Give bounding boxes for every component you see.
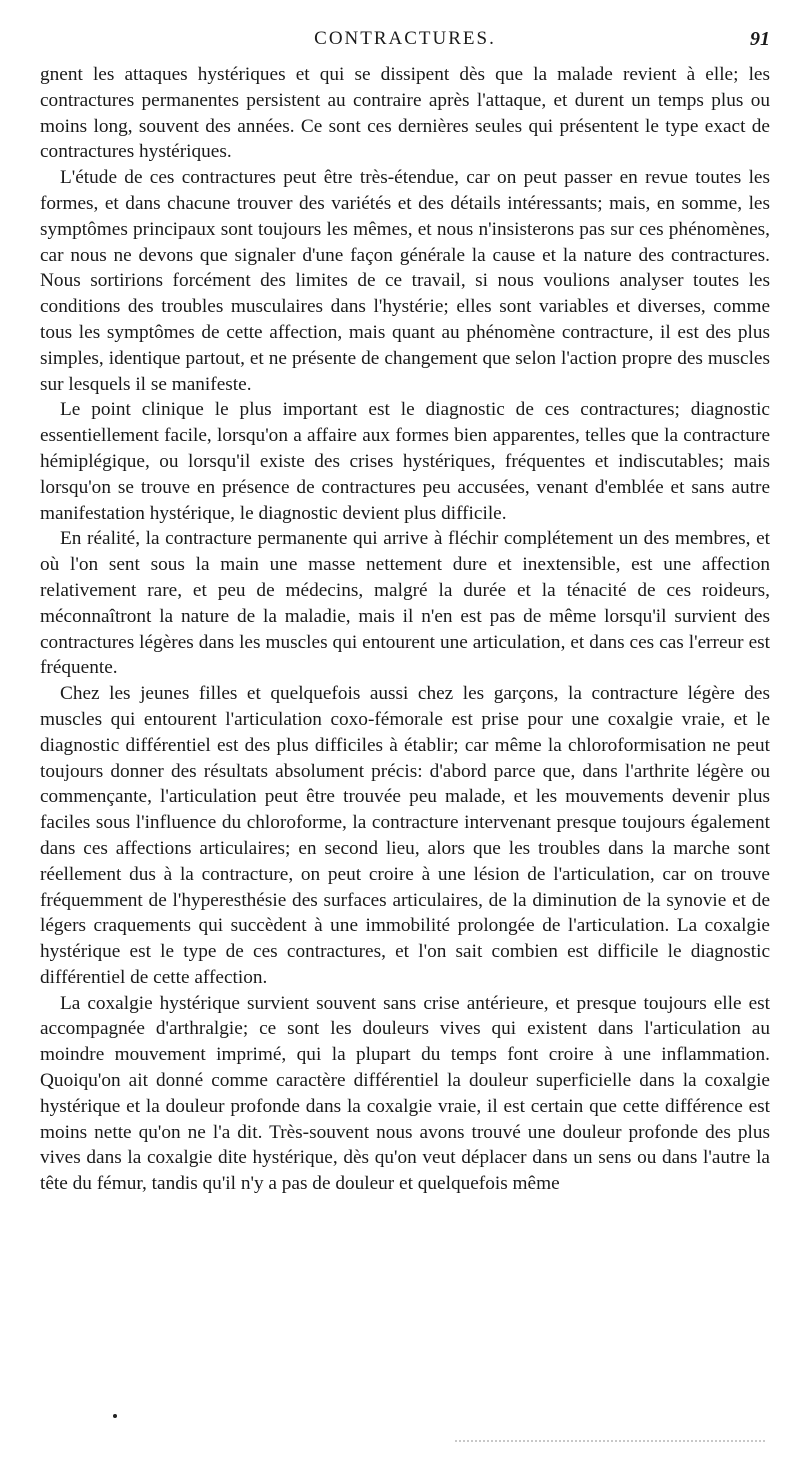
page-number: 91 — [750, 28, 770, 50]
body-text — [40, 62, 770, 1197]
paragraph-coxalgie: La coxalgie hystérique survient souvent sans crise antérieure, et presque toujours elle est accompagnée d'arthralgie; ce sont les douleurs vives qui existent dans l'articulation au moindre mouvement imprimé, qui la plupart du temps font croire à une inflammation. Quoiqu'on ait donné comme caractère différentiel la douleur superficielle dans la coxalgie hystérique et la douleur profonde dans la coxalgie vraie, il est certain que cette différence est moins nette qu'on ne l'a dit. Très-souvent nous avons trouvé une douleur profonde des plus vives dans la coxalgie dite hystérique, dès qu'on veut déplacer dans un sens ou dans l'autre la tête du fémur, tandis qu'il n'y a pas de douleur et quelquefois même — [40, 992, 770, 1195]
running-title: CONTRACTURES. — [314, 28, 496, 49]
paragraph-etude: L'étude de ces contractures peut être très-étendue, car on peut passer en revue toutes les formes, et dans chacune trouver des variétés et des détails intéressants; mais, en somme, les symptômes principaux sont toujours les mêmes, et nous n'insisterons pas sur ces phénomènes, car nous ne devons que signaler d'une façon générale la cause et la nature des contractures. Nous sortirions forcément des limites de ce travail, si nous voulions analyser toutes les conditions des troubles musculaires dans l'hystérie; elles sont variables et diverses, comme tous les symptômes de cette affection, mais quant au phénomène contracture, il est des plus simples, identique partout, et ne présente de changement que selon l'action propre des muscles sur lesquels il se manifeste. — [40, 167, 770, 395]
paragraph-jeunes-filles: Chez les jeunes filles et quelquefois aussi chez les garçons, la contracture légère des muscles qui entourent l'articulation coxo-fémorale est prise pour une coxalgie vraie, et le diagnostic différentiel est des plus difficiles à établir; car même la chloroformisation ne peut toujours donner des résultats absolument précis: d'abord parce que, dans l'arthrite légère ou commençante, l'articulation peut être trouvée peu malade, et les mouvements devenir plus faciles sous l'influence du chloroforme, la contracture intervenant presque toujours également dans ces affections articulaires; en second lieu, alors que les troubles dans la marche sont réellement dus à la contracture, on peut croire à une lésion de l'articulation, car on trouve fréquemment de l'hyperesthésie des surfaces articulaires, de la diminution de la synovie et de légers craquements qui succèdent à une immobilité prolongée de l'articulation. La coxalgie hystérique est le type de ces contractures, et l'on sait combien est difficile le diagnostic différentiel de cette affection. — [40, 683, 770, 988]
paragraph-realite: En réalité, la contracture permanente qui arrive à fléchir complétement un des membres, et où l'on sent sous la main une masse nettement dure et inextensible, est une affection relativement rare, et peu de médecins, malgré la durée et la ténacité de ces roideurs, méconnaîtront la nature de la maladie, mais il n'en est pas de même lorsqu'il survient des contractures légères dans les muscles qui entourent une articulation, et dans ces cas l'erreur est fréquente. — [40, 528, 770, 679]
paragraph-diagnostic: Le point clinique le plus important est le diagnostic de ces contractures; diagnostic essentiellement facile, lorsqu'on a affaire aux formes bien apparentes, telles que la contracture hémiplégique, ou lorsqu'il existe des crises hystériques, fréquentes et indiscutables; mais lorsqu'on se trouve en présence de contractures peu accusées, venant d'emblée et sans autre manifestation hystérique, le diagnostic devient plus difficile. — [40, 399, 770, 524]
ink-speck — [113, 1414, 117, 1418]
bleed-through-mark — [455, 1440, 765, 1444]
paragraph-continuation: gnent les attaques hystériques et qui se dissipent dès que la malade revient à elle; les contractures permanentes persistent au contraire après l'attaque, et durent un temps plus ou moins long, souvent des années. Ce sont ces dernières seules qui présentent le type exact de contractures hystériques. — [40, 64, 770, 163]
running-head — [40, 28, 770, 58]
